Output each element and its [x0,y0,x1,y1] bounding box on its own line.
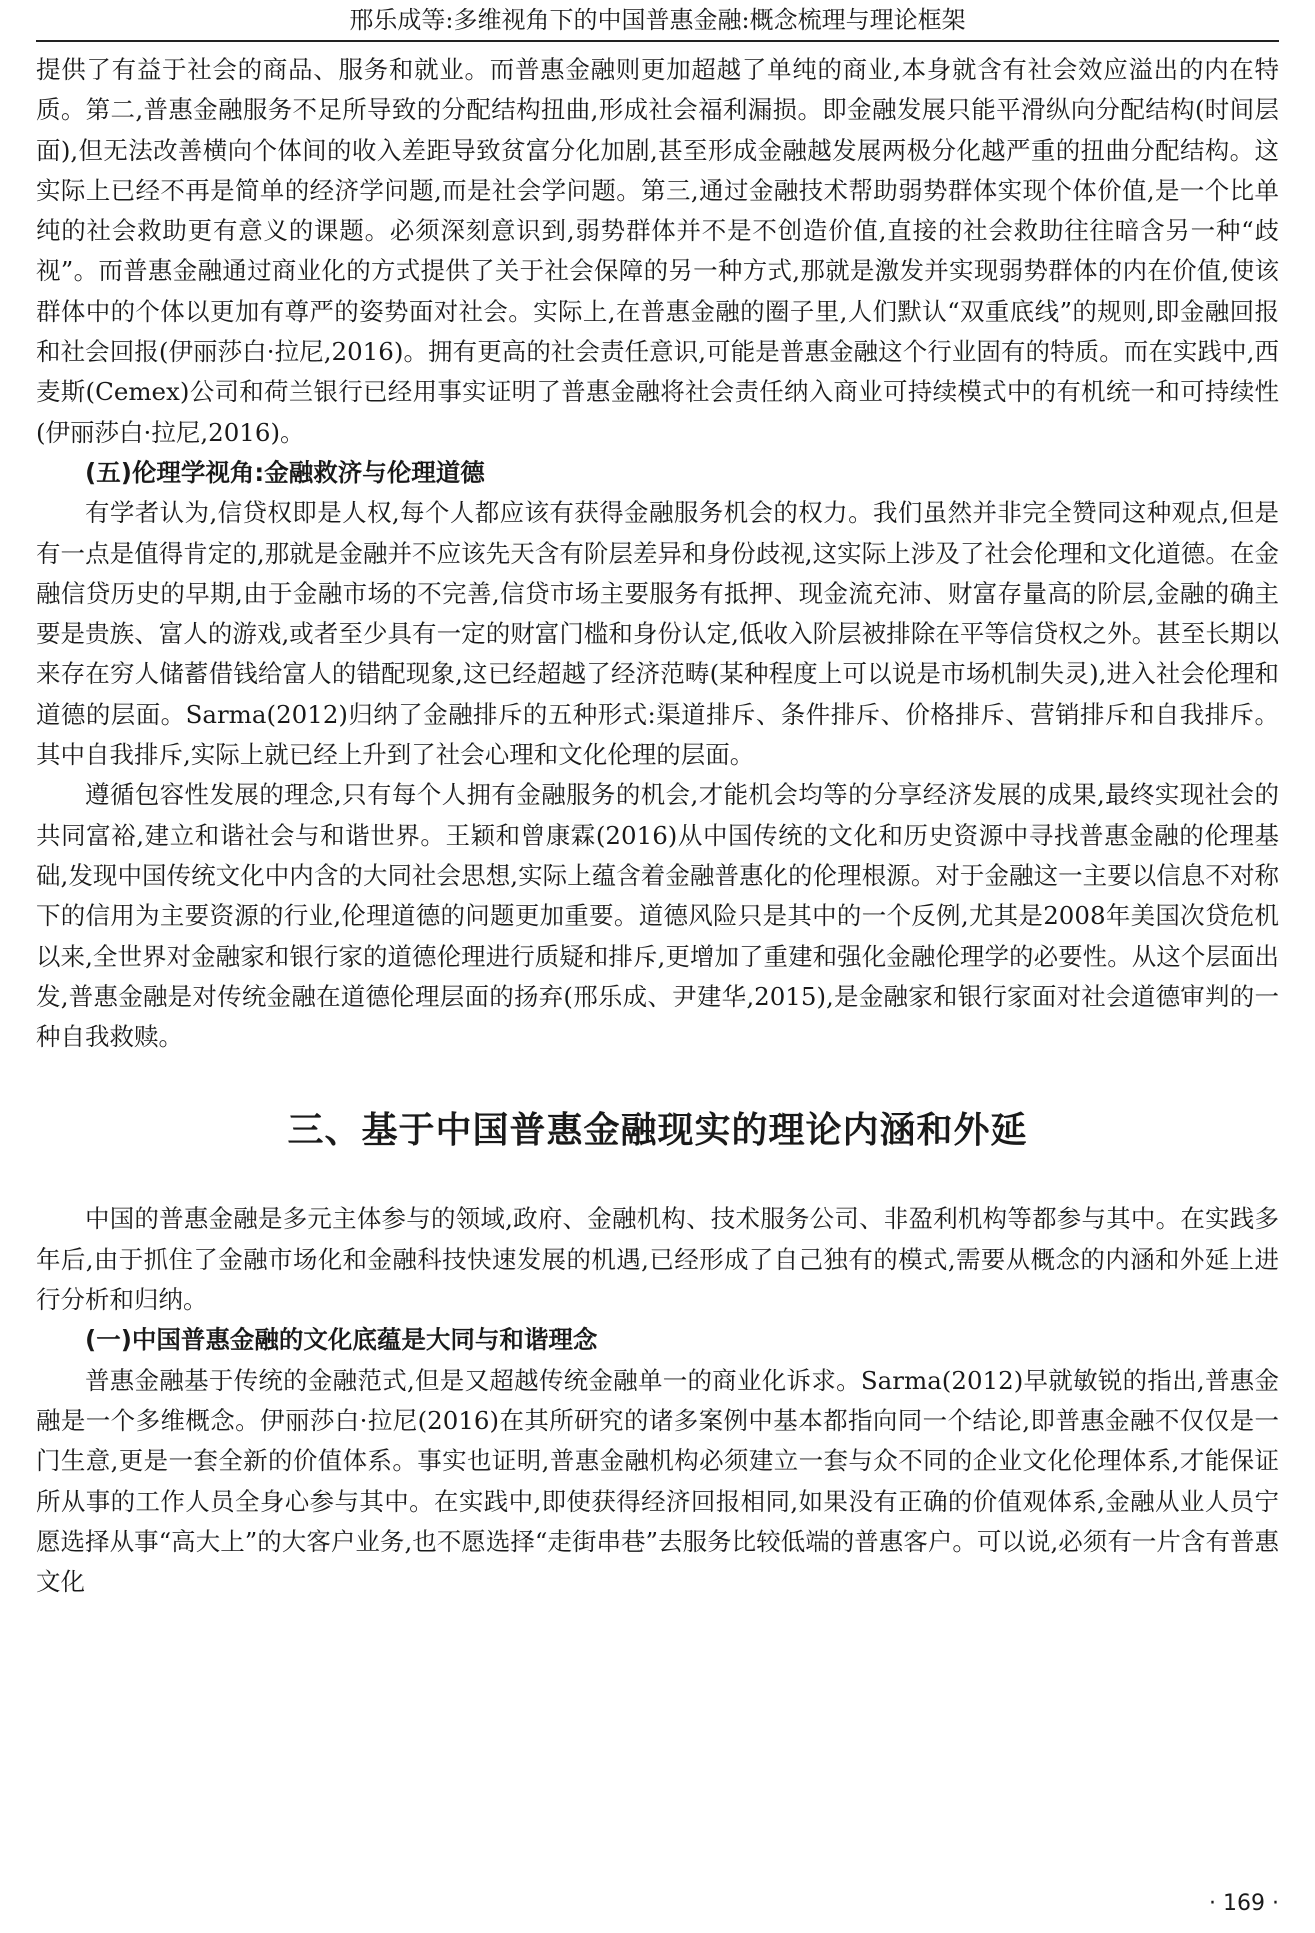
running-header-title: 邢乐成等:多维视角下的中国普惠金融:概念梳理与理论框架 [349,6,966,34]
paragraph-3: 遵循包容性发展的理念,只有每个人拥有金融服务的机会,才能机会均等的分享经济发展的成果,最终实现社会的共同富裕,建立和谐社会与和谐世界。王颖和曾康霖(2016)从中国传统的文化和历史资源中寻找普惠金融的伦理基础,发现中国传统文化中内含的大同社会思想,实际上蕴含着金融普惠化的伦理根源。对于金融这一主要以信息不对称下的信用为主要资源的行业,伦理道德的问题更加重要。道德风险只是其中的一个反例,尤其是2008年美国次贷危机以来,全世界对金融家和银行家的道德伦理进行质疑和排斥,更增加了重建和强化金融伦理学的必要性。从这个层面出发,普惠金融是对传统金融在道德伦理层面的扬弃(邢乐成、尹建华,2015),是金融家和银行家面对社会道德审判的一种自我救赎。 [36,780,1279,1052]
paragraph-5: 普惠金融基于传统的金融范式,但是又超越传统金融单一的商业化诉求。Sarma(2012)早就敏锐的指出,普惠金融是一个多维概念。伊丽莎白·拉尼(2016)在其所研究的诸多案例中基本都指向同一个结论,即普惠金融不仅仅是一门生意,更是一套全新的价值体系。事实也证明,普惠金融机构必须建立一套与众不同的企业文化伦理体系,才能保证所从事的工作人员全身心参与其中。在实践中,即使获得经济回报相同,如果没有正确的价值观体系,金融从业人员宁愿选择从事“高大上”的大客户业务,也不愿选择“走街串巷”去服务比较低端的普惠客户。可以说,必须有一片含有普惠文化 [36,1365,1279,1597]
paragraph-2: 有学者认为,信贷权即是人权,每个人都应该有获得金融服务机会的权力。我们虽然并非完全赞同这种观点,但是有一点是值得肯定的,那就是金融并不应该先天含有阶层差异和身份歧视,这实际上涉及了社会伦理和文化道德。在金融信贷历史的早期,由于金融市场的不完善,信贷市场主要服务有抵押、现金流充沛、财富存量高的阶层,金融的确主要是贵族、富人的游戏,或者至少具有一定的财富门槛和身份认定,低收入阶层被排除在平等信贷权之外。甚至长期以来存在穷人储蓄借钱给富人的错配现象,这已经超越了经济范畴(某种程度上可以说是市场机制失灵),进入社会伦理和道德的层面。Sarma(2012)归纳了金融排斥的五种形式:渠道排斥、条件排斥、价格排斥、营销排斥和自我排斥。其中自我排斥,实际上就已经上升到了社会心理和文化伦理的层面。 [36,498,1279,770]
subheading-culture: (一)中国普惠金融的文化底蕴是大同与和谐理念 [85,1325,598,1355]
paragraph-1: 提供了有益于社会的商品、服务和就业。而普惠金融则更加超越了单纯的商业,本身就含有社会效应溢出的内在特质。第二,普惠金融服务不足所导致的分配结构扭曲,形成社会福利漏损。即金融发展只能平滑纵向分配结构(时间层面),但无法改善横向个体间的收入差距导致贫富分化加剧,甚至形成金融越发展两极分化越严重的扭曲分配结构。这实际上已经不再是简单的经济学问题,而是社会学问题。第三,通过金融技术帮助弱势群体实现个体价值,是一个比单纯的社会救助更有意义的课题。必须深刻意识到,弱势群体并不是不创造价值,直接的社会救助往往暗含另一种“歧视”。而普惠金融通过商业化的方式提供了关于社会保障的另一种方式,那就是激发并实现弱势群体的内在价值,使该群体中的个体以更加有尊严的姿势面对社会。实际上,在普惠金融的圈子里,人们默认“双重底线”的规则,即金融回报和社会回报(伊丽莎白·拉尼,2016)。拥有更高的社会责任意识,可能是普惠金融这个行业固有的特质。而在实践中,西麦斯(Cemex)公司和荷兰银行已经用事实证明了普惠金融将社会责任纳入商业可持续模式中的有机统一和可持续性(伊丽莎白·拉尼,2016)。 [36,55,1279,447]
running-header [36,0,1279,42]
page-number-text: · 169 · [1209,1891,1279,1916]
subheading-ethics: (五)伦理学视角:金融救济与伦理道德 [85,457,485,487]
page-body [36,50,1279,1602]
section-title-3: 三、基于中国普惠金融现实的理论内涵和外延 [287,1109,1028,1152]
page-number [1209,1891,1279,1916]
paragraph-4: 中国的普惠金融是多元主体参与的领域,政府、金融机构、技术服务公司、非盈利机构等都参与其中。在实践多年后,由于抓住了金融市场化和金融科技快速发展的机遇,已经形成了自己独有的模式,需要从概念的内涵和外延上进行分析和归纳。 [36,1204,1279,1315]
